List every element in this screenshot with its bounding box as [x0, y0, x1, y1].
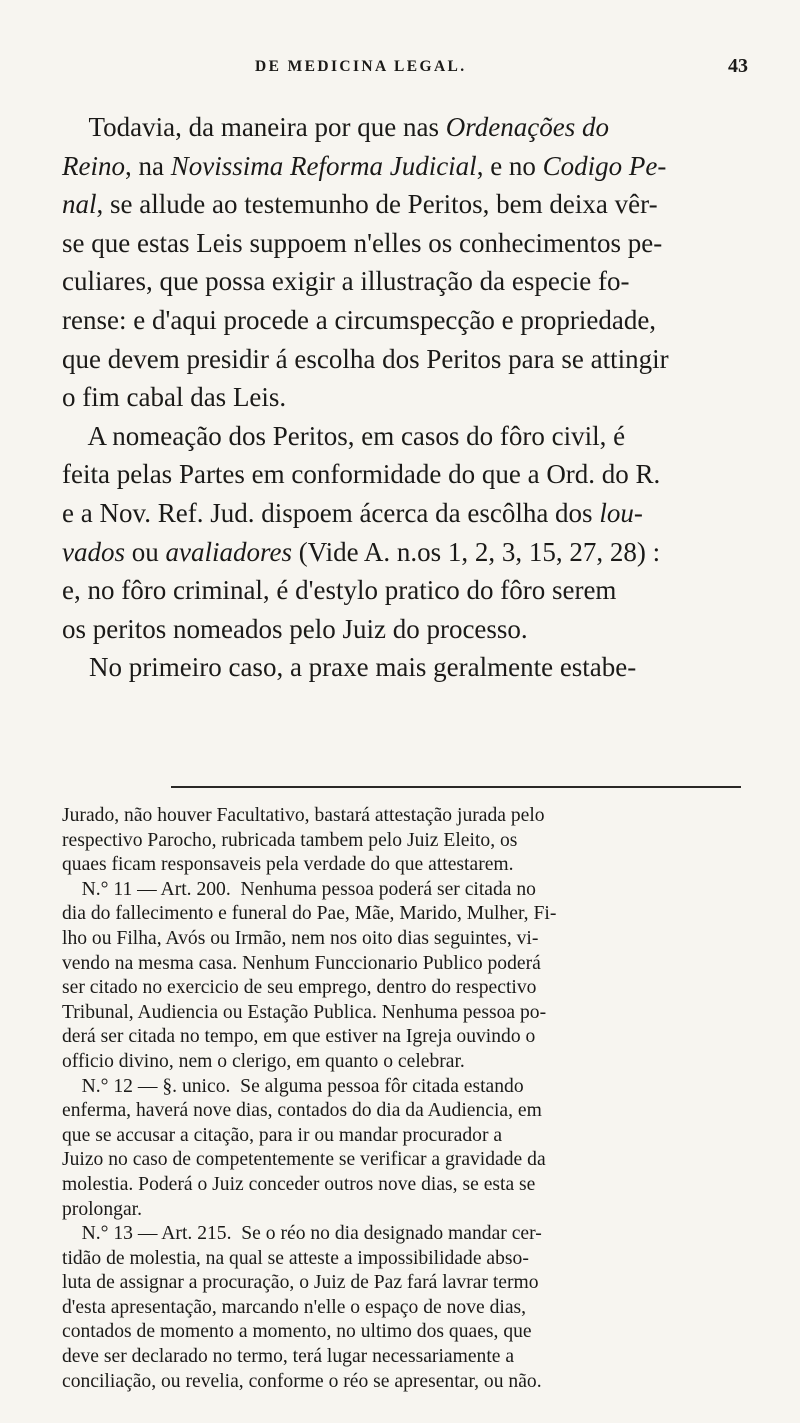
footnote-line: N.° 11 — Art. 200. Nenhuma pessoa poderá ser citada no: [62, 878, 536, 900]
italic-segment: avaliadores: [165, 536, 292, 567]
footnote-line: lho ou Filha, Avós ou Irmão, nem nos oito dias seguintes, vi-: [62, 927, 539, 949]
text-line: [62, 494, 750, 533]
footnote-line: Jurado, não houver Facultativo, bastará attestação jurada pelo: [62, 805, 545, 826]
footnote-rule: [171, 786, 741, 788]
text-line: [62, 185, 750, 224]
text-segment: os peritos nomeados pelo Juiz do processo.: [62, 613, 528, 644]
text-line: [62, 417, 750, 456]
text-segment: (Vide A. n.os 1, 2, 3, 15, 27, 28) :: [291, 536, 661, 567]
footnote-line: prolongar.: [62, 1198, 142, 1220]
text-segment: , se allude ao testemunho de Peritos, bem deixa vêr-: [96, 189, 658, 220]
footnote-line: ser citado no exercicio de seu emprego, dentro do respectivo: [62, 977, 537, 999]
text-segment: , e no: [476, 150, 543, 181]
text-line: [62, 571, 750, 610]
footnote-line: officio divino, nem o clerigo, em quanto o celebrar.: [62, 1050, 465, 1072]
text-segment: No primeiro caso, a praxe mais geralmente estabe-: [62, 652, 637, 683]
text-segment: culiares, que possa exigir a illustração da especie fo-: [62, 266, 630, 297]
text-segment: Todavia, da maneira por que nas: [62, 112, 446, 142]
footnote-line: Tribunal, Audiencia ou Estação Publica. Nenhuma pessoa po-: [62, 1001, 547, 1023]
footnote-line: contados de momento a momento, no ultimo dos quaes, que: [62, 1321, 532, 1343]
footnote-line: deve ser declarado no termo, terá lugar necessariamente a: [62, 1346, 515, 1368]
italic-segment: Ordenações do: [445, 112, 609, 142]
footnote-line: enferma, haverá nove dias, contados do dia da Audiencia, em: [62, 1100, 542, 1122]
text-line: [62, 262, 750, 301]
footnote-line: N.° 13 — Art. 215. Se o réo no dia designado mandar cer-: [62, 1223, 542, 1245]
text-segment: A nomeação dos Peritos, em casos do fôro civil, é: [62, 420, 626, 451]
text-line: [62, 108, 750, 147]
footnote-line: quaes ficam responsaveis pela verdade do que attestarem.: [62, 854, 514, 876]
text-line: [62, 378, 750, 417]
italic-segment: nal: [62, 189, 97, 220]
text-segment: feita pelas Partes em conformidade do que a Ord. do R.: [62, 459, 661, 490]
footnote-line: que se accusar a citação, para ir ou mandar procurador a: [62, 1124, 503, 1146]
footnote-line: respectivo Parocho, rubricada tambem pelo Juiz Eleito, os: [62, 829, 518, 851]
footnote-line: derá ser citada no tempo, em que estiver na Igreja ouvindo o: [62, 1026, 536, 1048]
footnote-line: d'esta apresentação, marcando n'elle o espaço de nove dias,: [62, 1296, 527, 1318]
footnote-line: vendo na mesma casa. Nenhum Funccionario Publico poderá: [62, 952, 541, 974]
text-line: [62, 610, 750, 649]
italic-segment: Novissima Reforma Judicial: [170, 150, 477, 181]
text-line: [62, 648, 750, 687]
italic-segment: vados: [62, 536, 125, 567]
footnote-line: conciliação, ou revelia, conforme o réo se apresentar, ou não.: [62, 1370, 542, 1392]
text-line: [62, 340, 750, 379]
footnote-line: molestia. Poderá o Juiz conceder outros nove dias, se esta se: [62, 1173, 536, 1195]
footnote-line: Juizo no caso de competentemente se verificar a gravidade da: [62, 1149, 546, 1171]
text-line: [62, 533, 750, 572]
italic-segment: Reino: [62, 150, 125, 181]
footnote-line: luta de assignar a procuração, o Juiz de Paz fará lavrar termo: [62, 1272, 539, 1294]
text-segment: o fim cabal das Leis.: [62, 382, 287, 413]
text-line: [62, 147, 750, 186]
running-title: DE MEDICINA LEGAL.: [255, 58, 467, 75]
text-line: [62, 301, 750, 340]
page-number: 43: [728, 55, 748, 77]
text-line: [62, 455, 750, 494]
text-segment: e, no fôro criminal, é d'estylo pratico do fôro serem: [62, 575, 617, 606]
text-segment: que devem presidir á escolha dos Peritos para se attingir: [62, 343, 669, 374]
footnote-line: tidão de molestia, na qual se atteste a impossibilidade abso-: [62, 1247, 529, 1269]
italic-segment: lou-: [599, 497, 643, 528]
text-line: [62, 224, 750, 263]
footnote-line: dia do fallecimento e funeral do Pae, Mãe, Marido, Mulher, Fi-: [62, 903, 557, 925]
text-segment: ou: [125, 536, 166, 567]
text-segment: se que estas Leis suppoem n'elles os conhecimentos pe-: [62, 227, 663, 258]
footnote-text: [62, 804, 752, 1394]
running-head: [0, 55, 800, 88]
text-segment: rense: e d'aqui procede a circumspecção e propriedade,: [62, 304, 657, 335]
footnote-line: N.° 12 — §. unico. Se alguma pessoa fôr citada estando: [62, 1075, 524, 1097]
italic-segment: Codigo Pe-: [542, 150, 667, 181]
main-text: [62, 108, 750, 687]
text-segment: e a Nov. Ref. Jud. dispoem ácerca da escôlha dos: [62, 497, 600, 528]
text-segment: , na: [124, 150, 171, 181]
